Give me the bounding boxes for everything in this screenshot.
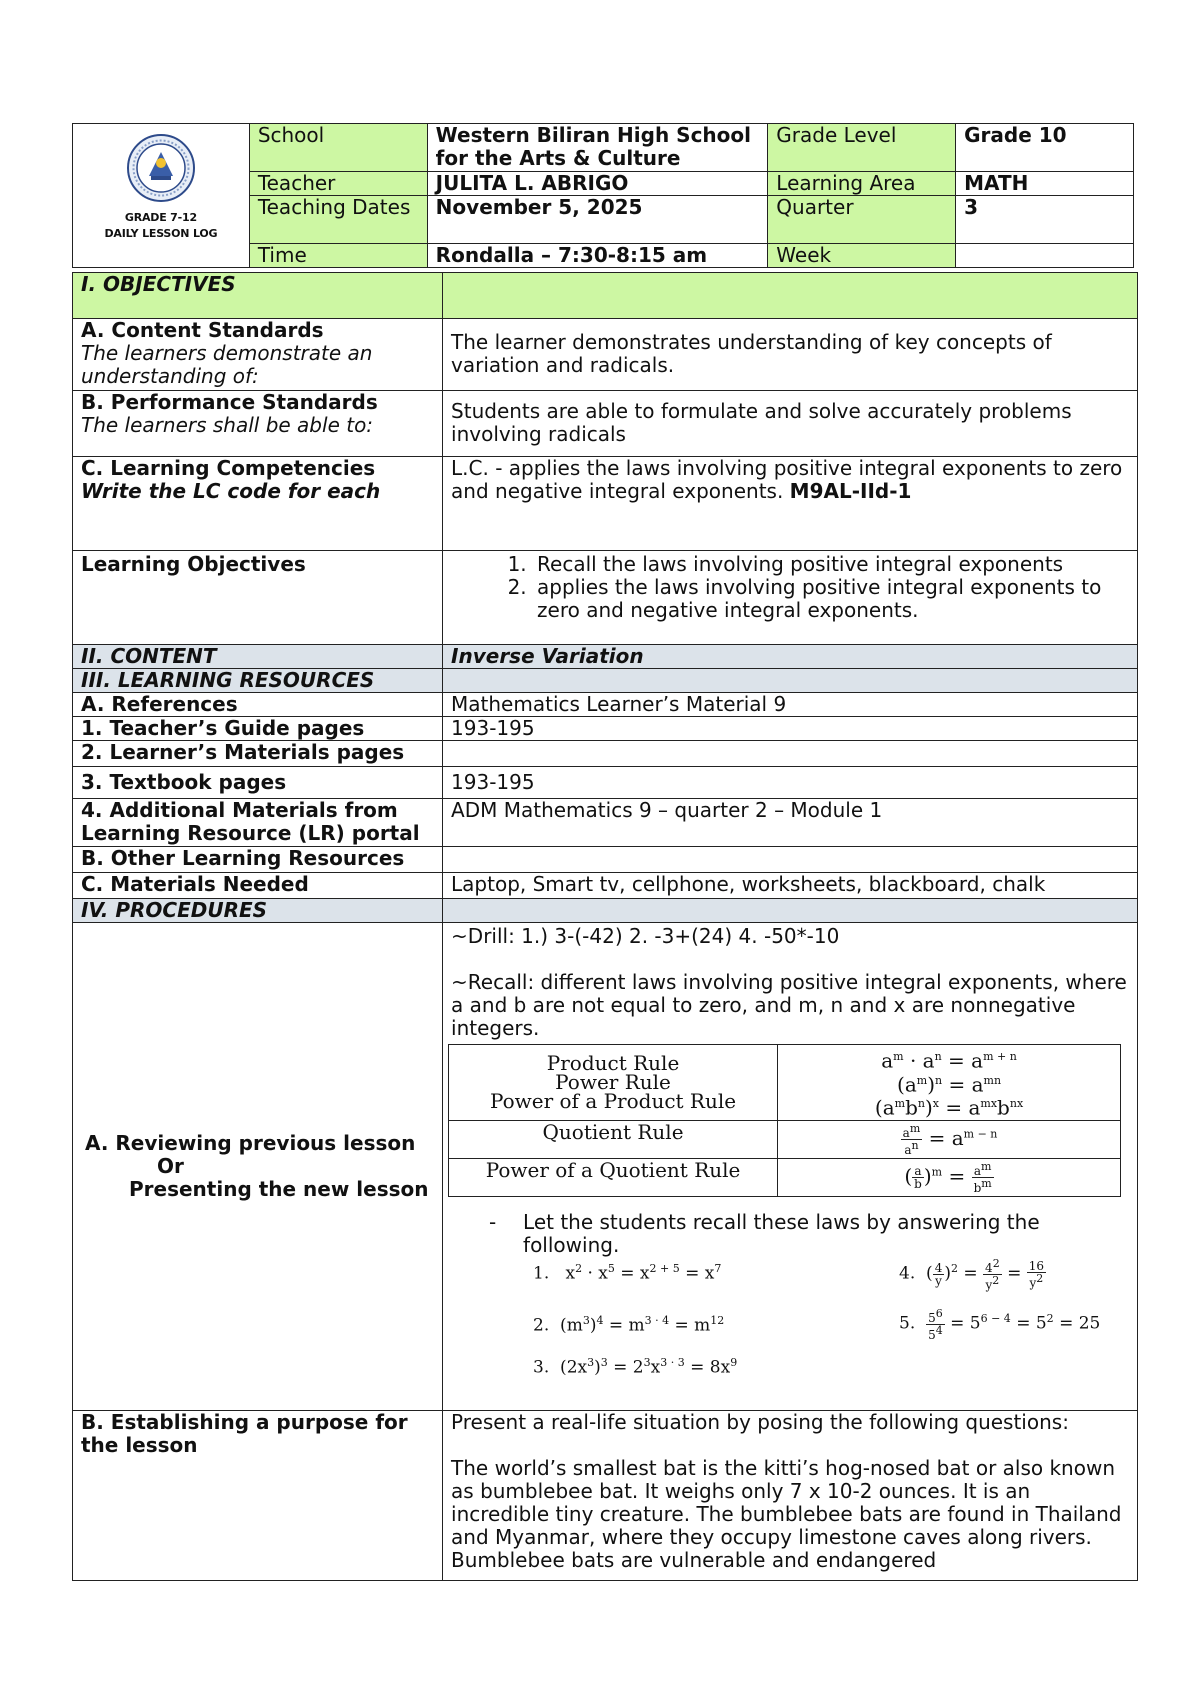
- resource-row: [73, 799, 1138, 847]
- performance-standards-title: B. Performance Standards: [81, 390, 378, 414]
- content-standards-title: A. Content Standards: [81, 318, 324, 342]
- learning-area-label: Learning Area: [768, 172, 956, 196]
- resource-value: ADM Mathematics 9 – quarter 2 – Module 1: [443, 799, 1138, 847]
- review-label-or: Or: [157, 1154, 184, 1178]
- power-of-product-rule-label: Power of a Product Rule: [489, 1088, 737, 1113]
- learning-objectives-title: Learning Objectives: [73, 551, 443, 645]
- purpose-intro: Present a real-life situation by posing the following questions:: [451, 1410, 1069, 1434]
- power-of-quotient-rule-formula: ( $\frac{a}{b}$ )$^m$ = $\frac{a^m}{b^m}$: [778, 1158, 1121, 1196]
- deped-seal-icon: [125, 132, 197, 204]
- power-rule-label: Power Rule: [555, 1069, 671, 1094]
- learning-objectives-list: [451, 553, 1129, 622]
- resource-value: Mathematics Learner’s Material 9: [443, 693, 1138, 717]
- learning-competencies-subtitle: Write the LC code for each: [81, 479, 381, 503]
- product-rule-formula: $a^m \cdot a^n = a^{m + n}$: [881, 1048, 1017, 1073]
- purpose-row: [73, 1411, 1138, 1581]
- resource-row: [73, 693, 1138, 717]
- power-of-quotient-rule-label: Power of a Quotient Rule: [449, 1158, 778, 1196]
- resource-value: [443, 741, 1138, 767]
- lesson-log-table: [72, 272, 1138, 1581]
- resource-label: A. References: [73, 693, 443, 717]
- product-rule-label: Product Rule: [546, 1050, 680, 1075]
- purpose-story: The world’s smallest bat is the kitti’s hog-nosed bat or also known as bumblebee bat. It weighs only 7 x 10-2 ounces. It is an incredible tiny creature. The bumblebee bats are found in Thailand and Myanmar, where they occupy limestone caves along rivers. Bumblebee bats are vulnerable and endangered: [451, 1456, 1122, 1572]
- example-5: 5. $\frac{5^6}{5^4}$ = $5^{6 - 4} = 5^2 = 25$: [899, 1306, 1101, 1342]
- resource-label: 3. Textbook pages: [73, 767, 443, 799]
- purpose-label: B. Establishing a purpose for the lesson: [73, 1411, 443, 1581]
- school-value: Western Biliran High School for the Arts & Culture: [427, 124, 768, 172]
- power-of-product-rule-formula: $(a^mb^n)^x = a^{mx}b^{nx}$: [874, 1095, 1024, 1120]
- performance-standards-subtitle: The learners shall be able to:: [81, 413, 374, 437]
- content-value: Inverse Variation: [443, 645, 1138, 669]
- time-label: Time: [249, 244, 427, 268]
- learning-competencies-title: C. Learning Competencies: [81, 456, 376, 480]
- resource-label: 4. Additional Materials from Learning Resource (LR) portal: [73, 799, 443, 847]
- resource-label: B. Other Learning Resources: [73, 847, 443, 873]
- learning-objective-item: 2. applies the laws involving positive integral exponents to zero and negative integral exponents.: [533, 576, 1129, 622]
- resource-row: [73, 741, 1138, 767]
- learning-competencies-row: [73, 457, 1138, 551]
- recall-examples: [451, 1257, 1129, 1405]
- school-label: School: [249, 124, 427, 172]
- resource-value: 193-195: [443, 767, 1138, 799]
- teaching-dates-value: November 5, 2025: [427, 196, 768, 244]
- quarter-value: 3: [956, 196, 1134, 244]
- dash-bullet-icon: -: [489, 1209, 497, 1234]
- drill-text: ~Drill: 1.) 3-(-42) 2. -3+(24) 4. -50*-10: [451, 924, 840, 948]
- power-rule-formula: $(a^m)^n = a^{mn}$: [897, 1072, 1002, 1097]
- resource-value: Laptop, Smart tv, cellphone, worksheets, blackboard, chalk: [443, 873, 1138, 899]
- week-value: [956, 244, 1134, 268]
- time-value: Rondalla – 7:30-8:15 am: [427, 244, 768, 268]
- teaching-dates-label: Teaching Dates: [249, 196, 427, 244]
- grade-level-label: Grade Level: [768, 124, 956, 172]
- example-2: 2. $(m^3)^4 = m^{3 \cdot 4} = m^{12}$: [533, 1313, 725, 1336]
- content-standards-row: [73, 319, 1138, 391]
- example-3: 3. $(2x^3)^3 = 2^3x^{3 \cdot 3} = 8x^9$: [533, 1355, 738, 1378]
- objectives-heading: I. OBJECTIVES: [73, 273, 443, 319]
- resource-value: 193-195: [443, 717, 1138, 741]
- performance-standards-row: [73, 391, 1138, 457]
- resources-heading: III. LEARNING RESOURCES: [73, 669, 443, 693]
- recall-text: ~Recall: different laws involving positive integral exponents, where a and b are not equal to zero, and m, n and x are nonnegative integers.: [451, 970, 1127, 1040]
- learning-objectives-row: [73, 551, 1138, 645]
- resource-row: [73, 873, 1138, 899]
- review-label-line-1: A. Reviewing previous lesson: [85, 1131, 416, 1155]
- resource-value: [443, 847, 1138, 873]
- quarter-label: Quarter: [768, 196, 956, 244]
- resource-row: [73, 847, 1138, 873]
- content-standards-subtitle: The learners demonstrate an understanding of:: [81, 341, 373, 388]
- content-standards-value: The learner demonstrates understanding of key concepts of variation and radicals.: [443, 319, 1138, 391]
- resource-label: 2. Learner’s Materials pages: [73, 741, 443, 767]
- grade-level-value: Grade 10: [956, 124, 1134, 172]
- logo-caption-dll: DAILY LESSON LOG: [104, 227, 218, 240]
- performance-standards-value: Students are able to formulate and solve accurately problems involving radicals: [443, 391, 1138, 457]
- learning-objective-item: 1. Recall the laws involving positive integral exponents: [533, 553, 1129, 576]
- week-label: Week: [768, 244, 956, 268]
- resources-heading-row: [73, 669, 1138, 693]
- recall-instruction-text: Let the students recall these laws by answering the following.: [523, 1209, 1040, 1257]
- learning-competencies-value: L.C. - applies the laws involving positive integral exponents to zero and negative integral exponents.: [451, 456, 1123, 503]
- recall-instruction: [451, 1211, 1129, 1257]
- resource-label: C. Materials Needed: [73, 873, 443, 899]
- objectives-heading-row: [73, 273, 1138, 319]
- quotient-rule-label: Quotient Rule: [449, 1120, 778, 1158]
- exponent-laws-table: [448, 1044, 1121, 1197]
- resource-row: [73, 717, 1138, 741]
- teacher-label: Teacher: [249, 172, 427, 196]
- resource-label: 1. Teacher’s Guide pages: [73, 717, 443, 741]
- logo-cell: [73, 124, 250, 268]
- review-row: [73, 923, 1138, 1411]
- teacher-value: JULITA L. ABRIGO: [427, 172, 768, 196]
- example-1: 1. $x^2 \cdot x^5 = x^{2 + 5} = x^7$: [533, 1261, 722, 1284]
- header-table: [72, 123, 1134, 268]
- lc-code: M9AL-IId-1: [789, 479, 912, 503]
- content-heading-row: [73, 645, 1138, 669]
- logo-caption-grade: GRADE 7-12: [124, 211, 197, 224]
- resource-row: [73, 767, 1138, 799]
- quotient-rule-formula: $\frac{a^m}{a^n}$ = $a^{m - n}$: [778, 1120, 1121, 1158]
- example-4: 4. ( $\frac{4}{y}$ )$^2$ = $\frac{4^2}{y^2}$ = $\frac{16}{y^2}$: [899, 1256, 1045, 1292]
- procedures-heading: IV. PROCEDURES: [73, 899, 443, 923]
- learning-area-value: MATH: [956, 172, 1134, 196]
- review-label-line-3: Presenting the new lesson: [129, 1177, 429, 1201]
- procedures-heading-row: [73, 899, 1138, 923]
- content-heading: II. CONTENT: [73, 645, 443, 669]
